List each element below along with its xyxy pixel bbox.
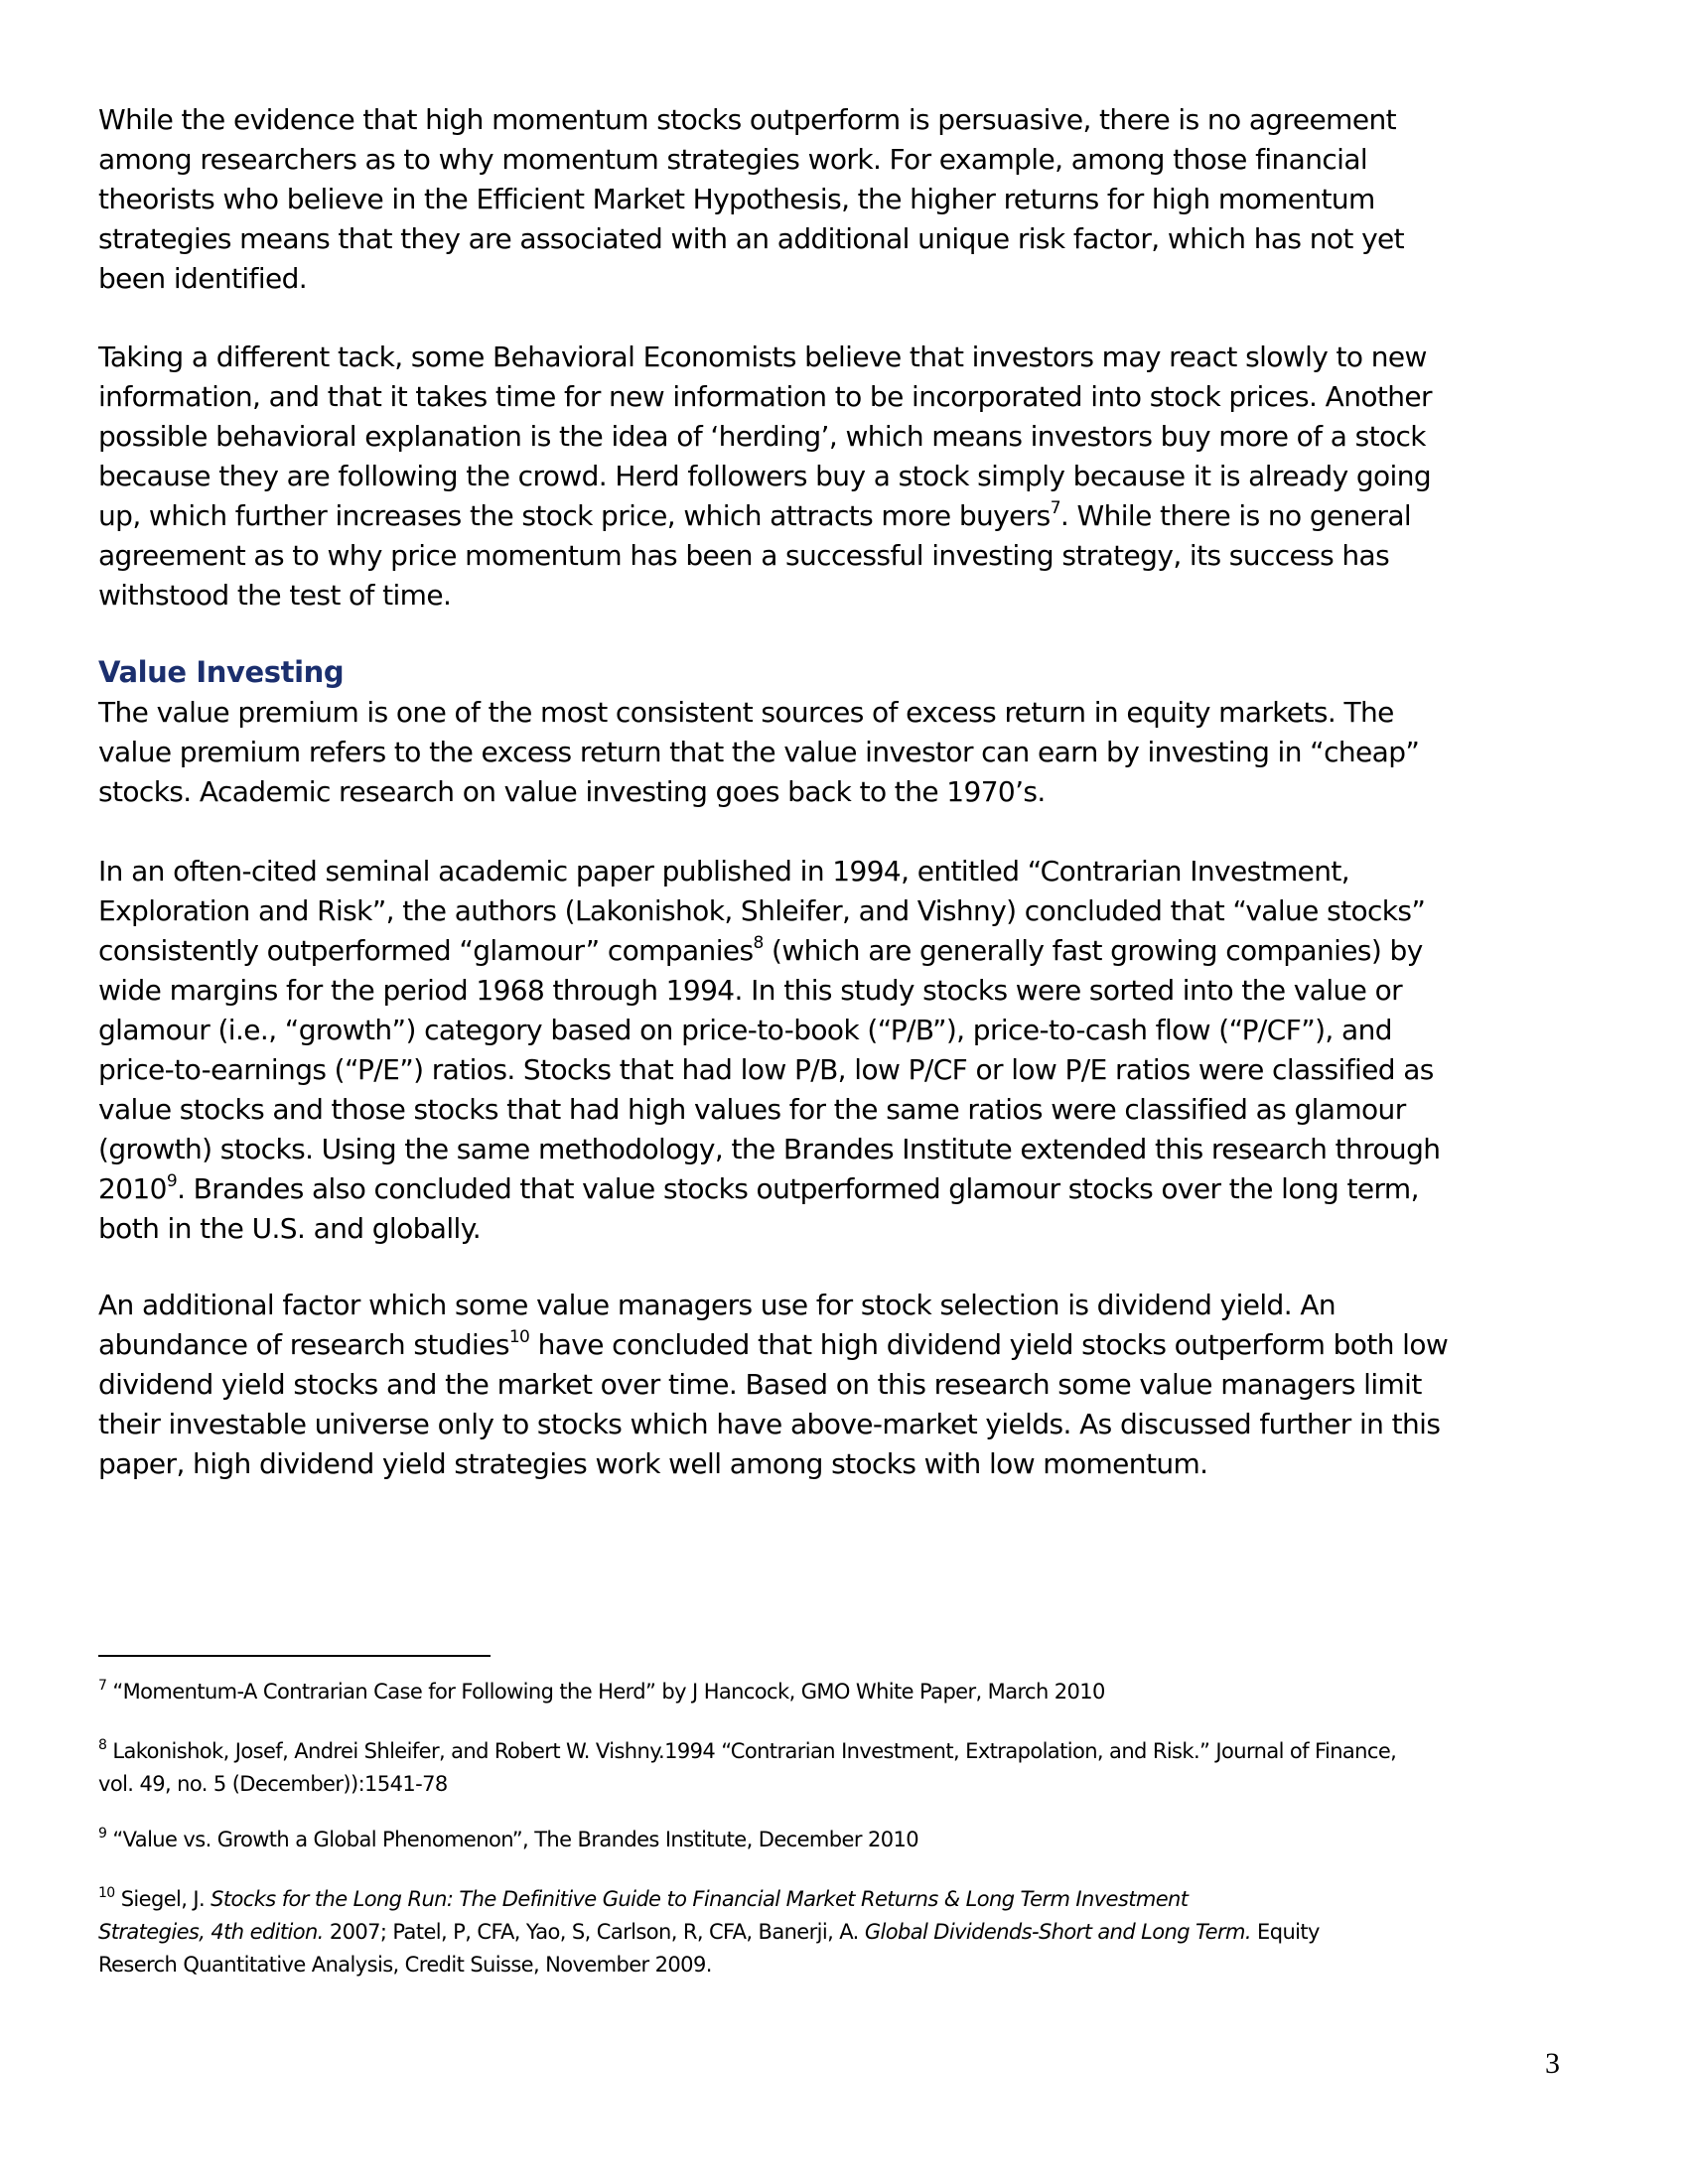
text-segment: their investable universe only to stocks which have above-market yields. As discussed further in this bbox=[98, 1408, 1441, 1440]
text-segment: Taking a different tack, some Behavioral Economists believe that investors may react slowly to new bbox=[98, 341, 1427, 373]
text-line bbox=[98, 1768, 1396, 1801]
paragraph-value-premium bbox=[98, 693, 1419, 812]
footnote-9 bbox=[98, 1824, 918, 1856]
footnote-10 bbox=[98, 1883, 1320, 1981]
text-segment: paper, high dividend yield strategies work well among stocks with low momentum. bbox=[98, 1447, 1208, 1480]
text-segment: abundance of research studies bbox=[98, 1328, 509, 1361]
text-segment: Exploration and Risk”, the authors (Lakonishok, Shleifer, and Vishny) concluded that “value stocks” bbox=[98, 894, 1426, 927]
text-segment: Strategies, 4th edition. bbox=[98, 1920, 324, 1944]
text-segment: strategies means that they are associated with an additional unique risk factor, which has not yet bbox=[98, 222, 1405, 255]
footnote-marker: 10 bbox=[98, 1885, 115, 1901]
text-segment: Equity bbox=[1250, 1920, 1320, 1944]
text-segment: agreement as to why price momentum has been a successful investing strategy, its success has bbox=[98, 539, 1390, 572]
footnote-marker: 9 bbox=[166, 1171, 178, 1191]
paragraph-momentum-theories bbox=[98, 100, 1404, 299]
text-segment: Reserch Quantitative Analysis, Credit Suisse, November 2009. bbox=[98, 1953, 712, 1977]
text-line bbox=[98, 457, 1432, 496]
footnote-8 bbox=[98, 1735, 1396, 1801]
text-segment: In an often-cited seminal academic paper published in 1994, entitled “Contrarian Investment, bbox=[98, 855, 1350, 887]
text-line bbox=[98, 338, 1432, 377]
text-line bbox=[98, 1209, 1440, 1249]
footnote-marker: 8 bbox=[98, 1737, 107, 1753]
text-line bbox=[98, 1916, 1320, 1949]
text-segment: consistently outperformed “glamour” companies bbox=[98, 934, 754, 967]
text-segment: “Value vs. Growth a Global Phenomenon”, The Brandes Institute, December 2010 bbox=[106, 1828, 918, 1851]
text-line bbox=[98, 536, 1432, 576]
text-line bbox=[98, 377, 1432, 417]
text-line bbox=[98, 1325, 1448, 1365]
text-line bbox=[98, 1735, 1396, 1768]
text-line bbox=[98, 100, 1404, 140]
text-line bbox=[98, 971, 1440, 1011]
text-segment: stocks. Academic research on value investing goes back to the 1970’s. bbox=[98, 775, 1046, 808]
text-segment: 2010 bbox=[98, 1172, 167, 1205]
text-segment: While the evidence that high momentum stocks outperform is persuasive, there is no agreement bbox=[98, 103, 1396, 136]
text-segment: have concluded that high dividend yield stocks outperform both low bbox=[529, 1328, 1449, 1361]
text-line bbox=[98, 1169, 1440, 1209]
text-segment: possible behavioral explanation is the idea of ‘herding’, which means investors buy more of a stock bbox=[98, 420, 1426, 453]
text-segment: 2007; Patel, P, CFA, Yao, S, Carlson, R, CFA, Banerji, A. bbox=[323, 1920, 865, 1944]
text-line bbox=[98, 931, 1440, 971]
text-line bbox=[98, 1676, 1105, 1708]
footnote-separator bbox=[98, 1655, 491, 1657]
footnote-7 bbox=[98, 1676, 1105, 1708]
text-segment: vol. 49, no. 5 (December)):1541-78 bbox=[98, 1772, 448, 1796]
text-line bbox=[98, 1130, 1440, 1169]
text-segment: price-to-earnings (“P/E”) ratios. Stocks that had low P/B, low P/CF or low P/E ratios were classified as bbox=[98, 1053, 1434, 1086]
text-line bbox=[98, 259, 1404, 299]
text-segment: The value premium is one of the most consistent sources of excess return in equity markets. The bbox=[98, 696, 1394, 729]
paragraph-behavioral-explanations bbox=[98, 338, 1432, 615]
footnote-marker: 8 bbox=[753, 933, 764, 953]
text-segment: . While there is no general bbox=[1059, 499, 1412, 532]
text-line bbox=[98, 1444, 1448, 1484]
text-segment: information, and that it takes time for new information to be incorporated into stock prices. Another bbox=[98, 380, 1432, 413]
text-line bbox=[98, 852, 1440, 891]
text-line bbox=[98, 1365, 1448, 1405]
text-line bbox=[98, 733, 1419, 772]
text-line bbox=[98, 219, 1404, 259]
text-segment: value premium refers to the excess return that the value investor can earn by investing in “cheap” bbox=[98, 736, 1420, 768]
text-line bbox=[98, 1824, 918, 1856]
text-segment: value stocks and those stocks that had high values for the same ratios were classified as glamour bbox=[98, 1093, 1406, 1126]
text-line bbox=[98, 1011, 1440, 1050]
text-line bbox=[98, 1286, 1448, 1325]
text-line bbox=[98, 180, 1404, 219]
footnote-marker: 7 bbox=[98, 1678, 107, 1694]
text-segment: been identified. bbox=[98, 262, 308, 295]
text-line bbox=[98, 1405, 1448, 1444]
text-line bbox=[98, 576, 1432, 615]
section-heading-value-investing: Value Investing bbox=[98, 655, 345, 689]
text-segment: dividend yield stocks and the market over time. Based on this research some value managers limit bbox=[98, 1368, 1422, 1401]
text-line bbox=[98, 417, 1432, 457]
text-segment: withstood the test of time. bbox=[98, 579, 452, 612]
text-line bbox=[98, 891, 1440, 931]
text-segment: because they are following the crowd. Herd followers buy a stock simply because it is already going bbox=[98, 460, 1432, 492]
text-line bbox=[98, 1090, 1440, 1130]
footnote-marker: 10 bbox=[508, 1327, 530, 1347]
text-line bbox=[98, 1949, 1320, 1981]
text-segment: glamour (i.e., “growth”) category based on price-to-book (“P/B”), price-to-cash flow (“P/CF”), and bbox=[98, 1014, 1392, 1046]
text-segment: An additional factor which some value managers use for stock selection is dividend yield. An bbox=[98, 1289, 1336, 1321]
footnote-marker: 7 bbox=[1050, 498, 1060, 518]
footnote-marker: 9 bbox=[98, 1826, 107, 1842]
text-segment: “Momentum-A Contrarian Case for Following the Herd” by J Hancock, GMO White Paper, March 2010 bbox=[106, 1680, 1105, 1704]
text-line bbox=[98, 1883, 1320, 1916]
text-segment: Stocks for the Long Run: The Definitive Guide to Financial Market Returns & Long Term Investment bbox=[211, 1887, 1189, 1911]
text-segment: wide margins for the period 1968 through 1994. In this study stocks were sorted into the value or bbox=[98, 974, 1403, 1007]
text-segment: Siegel, J. bbox=[114, 1887, 211, 1911]
text-segment: theorists who believe in the Efficient Market Hypothesis, the higher returns for high momentum bbox=[98, 183, 1375, 215]
text-line bbox=[98, 772, 1419, 812]
text-segment: among researchers as to why momentum strategies work. For example, among those financial bbox=[98, 143, 1368, 176]
text-segment: Global Dividends-Short and Long Term. bbox=[864, 1920, 1251, 1944]
text-segment: both in the U.S. and globally. bbox=[98, 1212, 482, 1245]
text-segment: . Brandes also concluded that value stocks outperformed glamour stocks over the long term, bbox=[177, 1172, 1419, 1205]
text-segment: Lakonishok, Josef, Andrei Shleifer, and Robert W. Vishny.1994 “Contrarian Investment, Extrapolation, and Risk.” Journal of Finance, bbox=[106, 1739, 1397, 1763]
text-segment: (growth) stocks. Using the same methodology, the Brandes Institute extended this research through bbox=[98, 1133, 1441, 1165]
text-segment: up, which further increases the stock price, which attracts more buyers bbox=[98, 499, 1051, 532]
paragraph-lakonishok-study bbox=[98, 852, 1440, 1249]
text-line bbox=[98, 496, 1432, 536]
page-number: 3 bbox=[1545, 2047, 1560, 2080]
text-line bbox=[98, 1050, 1440, 1090]
paragraph-dividend-yield bbox=[98, 1286, 1448, 1484]
text-line bbox=[98, 693, 1419, 733]
text-line bbox=[98, 140, 1404, 180]
text-segment: (which are generally fast growing companies) by bbox=[763, 934, 1423, 967]
